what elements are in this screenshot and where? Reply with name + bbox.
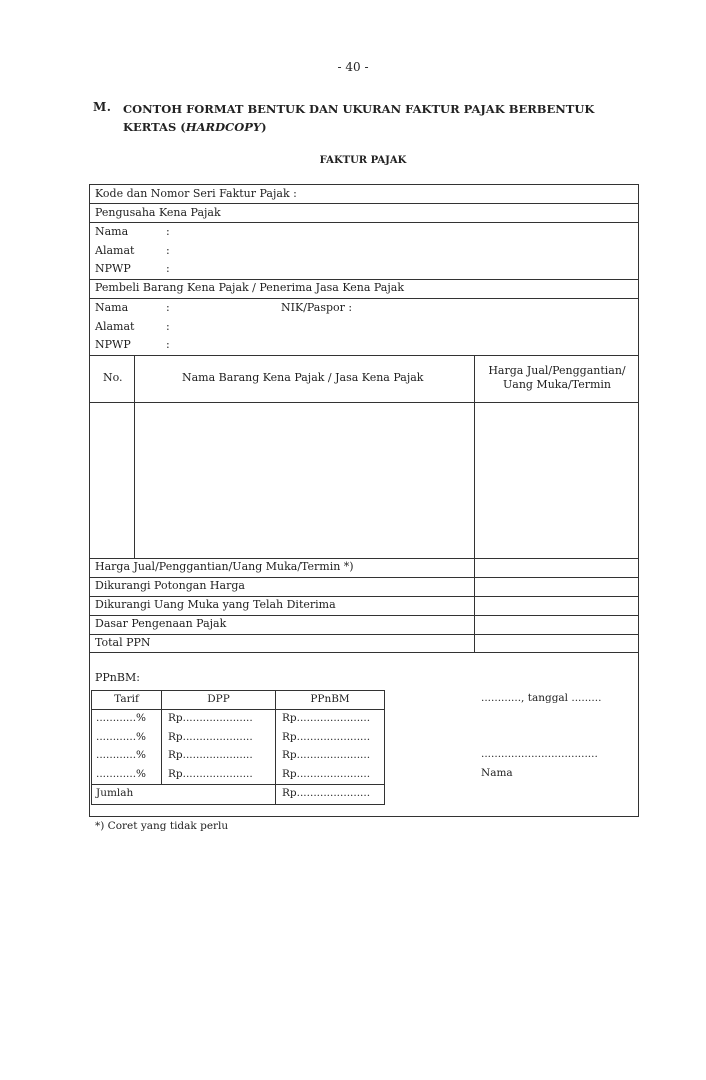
summary-uang-muka: Dikurangi Uang Muka yang Telah Diterima <box>95 598 336 611</box>
ppnbm-row2-ppnbm: Rp...................... <box>282 731 371 743</box>
pkp-npwp-sep: : <box>166 262 170 275</box>
ppnbm-total-label: Jumlah <box>96 787 134 799</box>
title-suffix: ) <box>261 120 267 134</box>
pkp-header: Pengusaha Kena Pajak <box>95 206 221 219</box>
buyer-npwp-label: NPWP <box>95 338 131 351</box>
page-number: - 40 - <box>337 60 369 74</box>
ppnbm-row1-dpp: Rp..................... <box>168 712 253 724</box>
ppnbm-row3-dpp: Rp..................... <box>168 749 253 761</box>
ppnbm-row4-ppnbm: Rp...................... <box>282 768 371 780</box>
ppnbm-row2-dpp: Rp..................... <box>168 731 253 743</box>
pkp-alamat-label: Alamat <box>95 244 135 257</box>
section-title-line2 <box>123 118 623 136</box>
signature-name-label: Nama <box>481 767 513 779</box>
ppnbm-row4-tarif: ............% <box>96 768 147 780</box>
nik-paspor-label: NIK/Paspor : <box>281 301 353 314</box>
ppnbm-col-ppnbm: PPnBM <box>310 693 350 705</box>
title-italic: HARDCOPY <box>185 120 262 134</box>
summary-dpp: Dasar Pengenaan Pajak <box>95 617 227 630</box>
buyer-nama-label: Nama <box>95 301 129 314</box>
signature-place-date: ............, tanggal ......... <box>481 692 602 704</box>
section-letter: M. <box>93 100 112 114</box>
ppnbm-row3-tarif: ............% <box>96 749 147 761</box>
ppnbm-col-tarif: Tarif <box>114 693 139 705</box>
col-header-harga-line2: Uang Muka/Termin <box>502 378 611 391</box>
ppnbm-row2-tarif: ............% <box>96 731 147 743</box>
section-title <box>123 100 623 136</box>
col-header-harga-line1: Harga Jual/Penggantian/ <box>488 364 626 377</box>
pkp-nama-label: Nama <box>95 225 129 238</box>
ppnbm-total-value: Rp...................... <box>282 787 371 799</box>
col-header-no: No. <box>103 371 123 384</box>
form-title: FAKTUR PAJAK <box>319 155 407 166</box>
ppnbm-col-dpp: DPP <box>207 693 230 705</box>
kode-seri-label: Kode dan Nomor Seri Faktur Pajak : <box>95 187 297 200</box>
signature-line: ................................... <box>481 748 598 760</box>
footnote: *) Coret yang tidak perlu <box>95 820 229 832</box>
summary-total-ppn: Total PPN <box>95 636 151 649</box>
faktur-pajak-form <box>89 184 639 817</box>
buyer-alamat-label: Alamat <box>95 320 135 333</box>
ppnbm-row3-ppnbm: Rp...................... <box>282 749 371 761</box>
buyer-alamat-sep: : <box>166 320 170 333</box>
ppnbm-row4-dpp: Rp..................... <box>168 768 253 780</box>
pkp-npwp-label: NPWP <box>95 262 131 275</box>
summary-potongan-harga: Dikurangi Potongan Harga <box>95 579 245 592</box>
pkp-alamat-sep: : <box>166 244 170 257</box>
buyer-npwp-sep: : <box>166 338 170 351</box>
ppnbm-table <box>91 690 385 805</box>
buyer-nama-sep: : <box>166 301 170 314</box>
ppnbm-label: PPnBM: <box>95 671 140 684</box>
section-title-line1: CONTOH FORMAT BENTUK DAN UKURAN FAKTUR PAJAK BERBENTUK <box>123 102 595 116</box>
title-prefix: KERTAS ( <box>123 120 186 134</box>
ppnbm-row1-ppnbm: Rp...................... <box>282 712 371 724</box>
col-header-nama: Nama Barang Kena Pajak / Jasa Kena Pajak <box>182 371 424 384</box>
buyer-header: Pembeli Barang Kena Pajak / Penerima Jasa Kena Pajak <box>95 281 404 294</box>
pkp-nama-sep: : <box>166 225 170 238</box>
summary-harga-jual: Harga Jual/Penggantian/Uang Muka/Termin *) <box>95 560 354 573</box>
ppnbm-row1-tarif: ............% <box>96 712 147 724</box>
